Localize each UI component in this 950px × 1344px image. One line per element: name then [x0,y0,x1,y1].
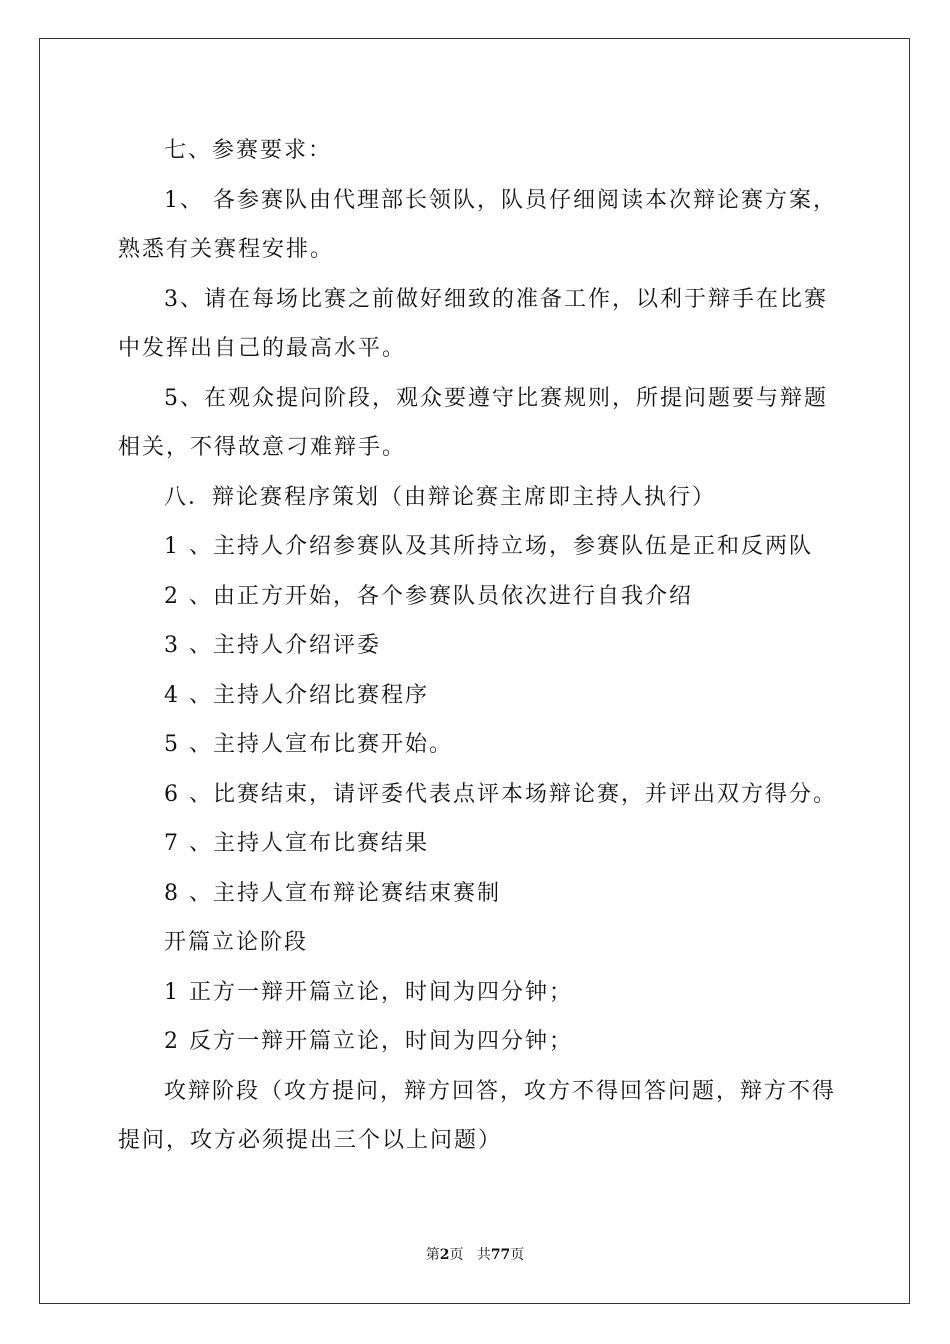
page-prefix: 第 [425,1247,440,1263]
total-suffix: 页 [510,1247,525,1263]
page-suffix: 页 [449,1247,464,1263]
list-item: 1 正方一辩开篇立论，时间为四分钟； [164,979,573,1005]
list-item: 1 、主持人介绍参赛队及其所持立场，参赛队伍是正和反两队 [164,534,813,559]
subsection-heading-opening: 开篇立论阶段 [164,930,309,955]
list-item: 8 、主持人宣布辩论赛结束赛制 [164,880,501,906]
list-item: 6 、比赛结束，请评委代表点评本场辩论赛，并评出双方得分。 [164,781,837,807]
page-footer [0,1244,950,1264]
list-item: 3 、主持人介绍评委 [164,633,381,658]
paragraph: 5、在观众提问阶段，观众要遵守比赛规则，所提问题要与辩题相关，不得故意刁难辩手。 [118,385,828,460]
paragraph: 1、 各参赛队由代理部长领队，队员仔细阅读本次辩论赛方案，熟悉有关赛程安排。 [118,187,837,262]
section-heading-requirements: 七、参赛要求： [164,138,333,163]
page-number: 2 [439,1247,450,1263]
list-item: 5 、主持人宣布比赛开始。 [164,732,453,757]
list-item: 2 反方一辩开篇立论，时间为四分钟； [164,1029,573,1054]
document-body [118,126,838,1166]
paragraph: 3、请在每场比赛之前做好细致的准备工作，以利于辩手在比赛中发挥出自己的最高水平。 [118,286,828,361]
list-item: 7 、主持人宣布比赛结果 [164,831,429,856]
list-item: 4 、主持人介绍比赛程序 [164,682,429,708]
paragraph: 攻辩阶段（攻方提问，辩方回答，攻方不得回答问题，辩方不得提问，攻方必须提出三个以上问题） [118,1078,837,1153]
total-pages: 77 [490,1247,511,1263]
list-item: 2 、由正方开始，各个参赛队员依次进行自我介绍 [164,583,693,609]
total-prefix: 共 [476,1247,491,1263]
section-heading-procedure: 八．辩论赛程序策划（由辩论赛主席即主持人执行） [164,484,717,510]
